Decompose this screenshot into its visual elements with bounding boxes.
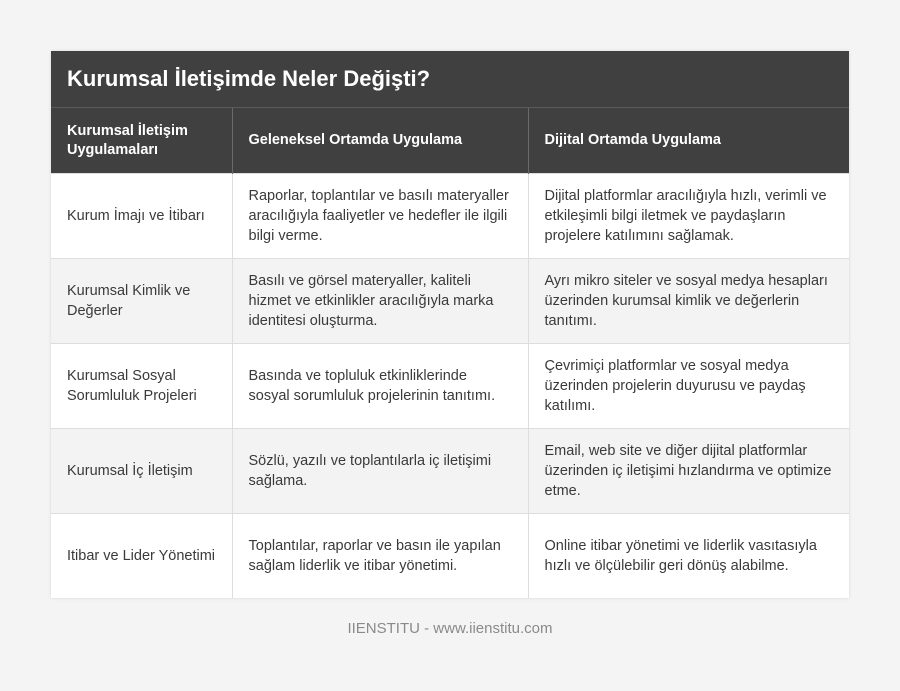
table-title: Kurumsal İletişimde Neler Değişti? xyxy=(51,51,849,108)
table-row xyxy=(51,259,849,344)
cell-practice: Kurum İmajı ve İtibarı xyxy=(51,174,232,259)
column-header-practice: Kurumsal İletişim Uygulamaları xyxy=(51,108,232,174)
table-row xyxy=(51,174,849,259)
column-header-traditional: Geleneksel Ortamda Uygulama xyxy=(232,108,528,174)
cell-traditional: Basılı ve görsel materyaller, kaliteli hizmet ve etkinlikler aracılığıyla marka identitesi oluşturma. xyxy=(232,259,528,344)
cell-digital: Online itibar yönetimi ve liderlik vasıtasıyla hızlı ve ölçülebilir geri dönüş alabilme. xyxy=(528,514,849,599)
cell-digital: Ayrı mikro siteler ve sosyal medya hesapları üzerinden kurumsal kimlik ve değerlerin tanıtımı. xyxy=(528,259,849,344)
table-row xyxy=(51,514,849,599)
cell-digital: Dijital platformlar aracılığıyla hızlı, verimli ve etkileşimli bilgi iletmek ve paydaşların projelere katılımını sağlamak. xyxy=(528,174,849,259)
cell-digital: Çevrimiçi platformlar ve sosyal medya üzerinden projelerin duyurusu ve paydaş katılımı. xyxy=(528,344,849,429)
cell-traditional: Basında ve topluluk etkinliklerinde sosyal sorumluluk projelerinin tanıtımı. xyxy=(232,344,528,429)
cell-digital: Email, web site ve diğer dijital platformlar üzerinden iç iletişimi hızlandırma ve optimize etme. xyxy=(528,429,849,514)
footer-credit: IIENSTITU - www.iienstitu.com xyxy=(347,620,553,637)
table-header-row xyxy=(51,108,849,174)
cell-practice: Itibar ve Lider Yönetimi xyxy=(51,514,232,599)
column-header-digital: Dijital Ortamda Uygulama xyxy=(528,108,849,174)
cell-practice: Kurumsal Sosyal Sorumluluk Projeleri xyxy=(51,344,232,429)
table-row xyxy=(51,429,849,514)
table-row xyxy=(51,344,849,429)
cell-practice: Kurumsal Kimlik ve Değerler xyxy=(51,259,232,344)
cell-traditional: Raporlar, toplantılar ve basılı materyaller aracılığıyla faaliyetler ve hedefler ile ilgili bilgi verme. xyxy=(232,174,528,259)
comparison-table-card xyxy=(51,51,849,598)
comparison-table xyxy=(51,108,849,598)
cell-traditional: Sözlü, yazılı ve toplantılarla iç iletişimi sağlama. xyxy=(232,429,528,514)
cell-traditional: Toplantılar, raporlar ve basın ile yapılan sağlam liderlik ve itibar yönetimi. xyxy=(232,514,528,599)
cell-practice: Kurumsal İç İletişim xyxy=(51,429,232,514)
